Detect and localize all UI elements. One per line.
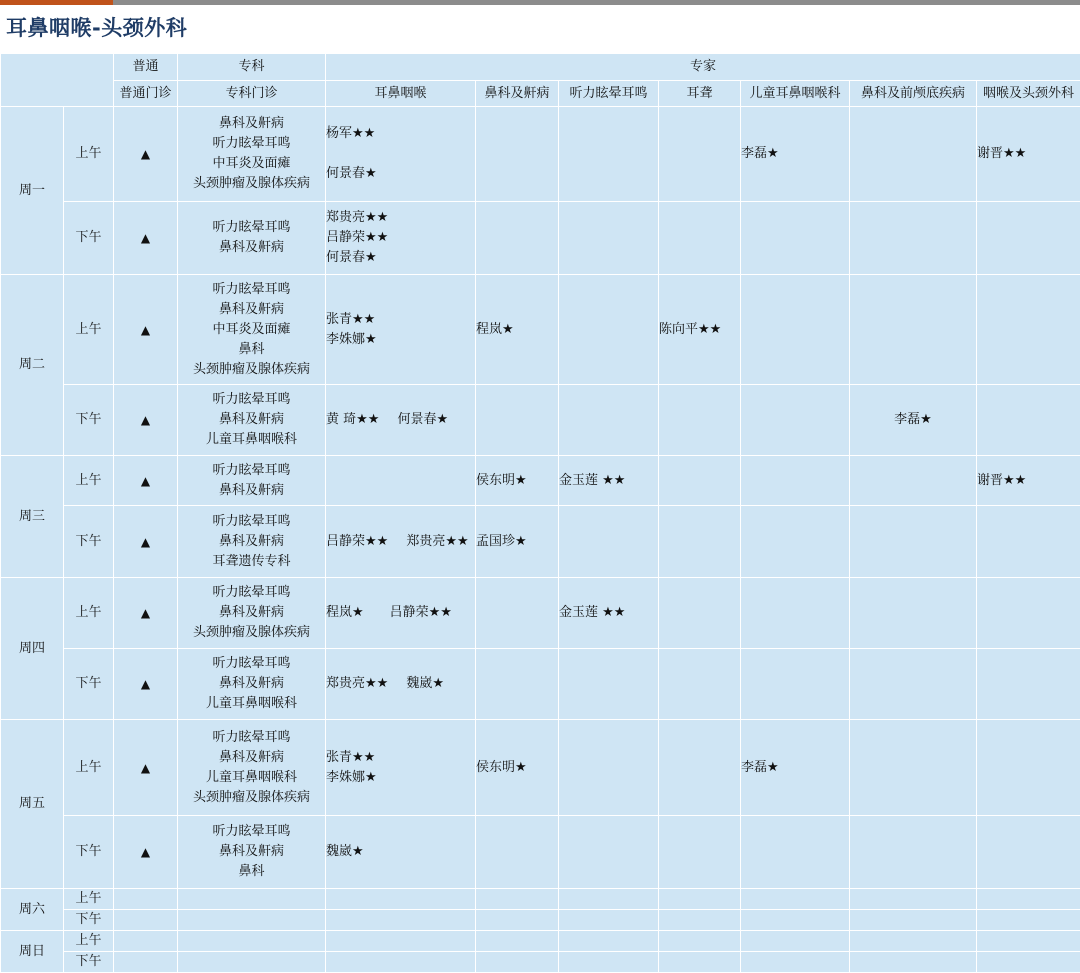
expert-skull-base-cell xyxy=(850,107,977,202)
special-item: 听力眩晕耳鸣 xyxy=(178,822,325,842)
expert-child-cell xyxy=(741,506,850,578)
expert-nose-cell xyxy=(476,578,559,649)
expert-nose-cell xyxy=(476,385,559,456)
special-item: 耳聋遗传专科 xyxy=(178,552,325,572)
expert-nose-cell xyxy=(476,816,559,889)
special-item: 鼻科及鼾病 xyxy=(178,842,325,862)
period-pm: 下午 xyxy=(64,649,114,720)
expert-skull-base-cell xyxy=(850,275,977,385)
page-title: 耳鼻咽喉-头颈外科 xyxy=(6,12,187,42)
expert-hearing-cell xyxy=(559,385,659,456)
expert-deafness-cell xyxy=(659,107,741,202)
expert-child-cell xyxy=(741,578,850,649)
expert-nose-cell xyxy=(476,649,559,720)
normal-clinic-marker: ▲ xyxy=(114,456,178,506)
special-item: 儿童耳鼻咽喉科 xyxy=(178,694,325,714)
period-am: 上午 xyxy=(64,889,114,910)
expert-nose-cell xyxy=(476,202,559,275)
normal-clinic-marker: ▲ xyxy=(114,649,178,720)
expert-nose-cell: 孟国珍★ xyxy=(476,506,559,578)
period-am: 上午 xyxy=(64,275,114,385)
expert-throat-cell: 谢晋★★ xyxy=(977,456,1080,506)
special-item: 听力眩晕耳鸣 xyxy=(178,461,325,481)
table-row xyxy=(1,385,1080,456)
expert-deafness-cell xyxy=(659,202,741,275)
special-item: 听力眩晕耳鸣 xyxy=(178,728,325,748)
special-item: 听力眩晕耳鸣 xyxy=(178,134,325,154)
table-row xyxy=(1,816,1080,889)
special-item: 儿童耳鼻咽喉科 xyxy=(178,768,325,788)
expert-throat-cell xyxy=(977,816,1080,889)
doctor-name: 吕静荣★★ xyxy=(326,228,475,248)
doctor-name: 魏崴★ xyxy=(406,674,444,694)
expert-deafness-cell xyxy=(659,456,741,506)
special-item: 鼻科及鼾病 xyxy=(178,532,325,552)
expert-deafness-cell xyxy=(659,720,741,816)
special-item: 儿童耳鼻咽喉科 xyxy=(178,430,325,450)
header-group-special: 专科 xyxy=(178,54,326,81)
doctor-name: 吕静荣★★ xyxy=(390,603,452,623)
doctor-name: 李姝娜★ xyxy=(326,768,475,788)
expert-deafness-cell xyxy=(659,506,741,578)
special-item: 鼻科 xyxy=(178,340,325,360)
doctor-name: 魏崴★ xyxy=(326,842,475,862)
expert-ent-cell xyxy=(326,385,476,456)
expert-deafness-cell xyxy=(659,578,741,649)
normal-clinic-marker: ▲ xyxy=(114,578,178,649)
expert-throat-cell xyxy=(977,385,1080,456)
top-accent-segment xyxy=(0,0,113,5)
special-item: 鼻科及鼾病 xyxy=(178,238,325,258)
expert-ent-cell xyxy=(326,506,476,578)
expert-hearing-cell xyxy=(559,649,659,720)
expert-ent-cell xyxy=(326,107,476,202)
expert-nose-cell: 侯东明★ xyxy=(476,720,559,816)
special-clinic-cell xyxy=(178,816,326,889)
expert-throat-cell xyxy=(977,578,1080,649)
day-label-sat: 周六 xyxy=(1,889,64,931)
special-item: 听力眩晕耳鸣 xyxy=(178,583,325,603)
doctor-name: 程岚★ xyxy=(326,603,364,623)
header-expert-hearing: 听力眩晕耳鸣 xyxy=(559,81,659,107)
expert-nose-cell: 侯东明★ xyxy=(476,456,559,506)
header-expert-skull-base: 鼻科及前颅底疾病 xyxy=(850,81,977,107)
expert-skull-base-cell xyxy=(850,816,977,889)
period-pm: 下午 xyxy=(64,816,114,889)
clinic-schedule-table xyxy=(0,53,1080,973)
special-item: 听力眩晕耳鸣 xyxy=(178,390,325,410)
expert-throat-cell xyxy=(977,720,1080,816)
special-clinic-cell xyxy=(178,506,326,578)
expert-hearing-cell xyxy=(559,275,659,385)
expert-ent-cell xyxy=(326,720,476,816)
special-item: 头颈肿瘤及腺体疾病 xyxy=(178,788,325,808)
expert-deafness-cell: 陈向平★★ xyxy=(659,275,741,385)
special-item: 鼻科及鼾病 xyxy=(178,748,325,768)
expert-child-cell: 李磊★ xyxy=(741,107,850,202)
expert-child-cell xyxy=(741,202,850,275)
expert-skull-base-cell xyxy=(850,202,977,275)
expert-skull-base-cell xyxy=(850,578,977,649)
expert-skull-base-cell: 李磊★ xyxy=(850,385,977,456)
special-item: 鼻科及鼾病 xyxy=(178,114,325,134)
expert-child-cell xyxy=(741,456,850,506)
normal-clinic-marker: ▲ xyxy=(114,385,178,456)
expert-hearing-cell xyxy=(559,720,659,816)
expert-ent-cell xyxy=(326,578,476,649)
table-row xyxy=(1,578,1080,649)
special-item: 鼻科及鼾病 xyxy=(178,603,325,623)
header-expert-nose: 鼻科及鼾病 xyxy=(476,81,559,107)
special-clinic-cell xyxy=(178,107,326,202)
expert-hearing-cell xyxy=(559,202,659,275)
table-row xyxy=(1,720,1080,816)
expert-skull-base-cell xyxy=(850,456,977,506)
period-am: 上午 xyxy=(64,931,114,952)
expert-deafness-cell xyxy=(659,385,741,456)
special-item: 头颈肿瘤及腺体疾病 xyxy=(178,623,325,643)
table-row xyxy=(1,202,1080,275)
table-row xyxy=(1,456,1080,506)
normal-clinic-marker: ▲ xyxy=(114,202,178,275)
header-expert-deafness: 耳聋 xyxy=(659,81,741,107)
expert-throat-cell xyxy=(977,649,1080,720)
special-item: 鼻科及鼾病 xyxy=(178,481,325,501)
expert-ent-cell xyxy=(326,202,476,275)
expert-skull-base-cell xyxy=(850,649,977,720)
special-clinic-cell xyxy=(178,385,326,456)
special-item: 头颈肿瘤及腺体疾病 xyxy=(178,174,325,194)
expert-throat-cell: 谢晋★★ xyxy=(977,107,1080,202)
period-pm: 下午 xyxy=(64,910,114,931)
expert-ent-cell xyxy=(326,456,476,506)
special-clinic-cell xyxy=(178,649,326,720)
expert-hearing-cell: 金玉莲 ★★ xyxy=(559,456,659,506)
expert-skull-base-cell xyxy=(850,506,977,578)
period-am: 上午 xyxy=(64,456,114,506)
header-row-groups xyxy=(1,54,1080,81)
period-pm: 下午 xyxy=(64,385,114,456)
normal-clinic-marker: ▲ xyxy=(114,816,178,889)
period-am: 上午 xyxy=(64,107,114,202)
expert-ent-cell xyxy=(326,816,476,889)
doctor-name: 何景春★ xyxy=(326,248,475,268)
header-expert-child: 儿童耳鼻咽喉科 xyxy=(741,81,850,107)
header-expert-throat: 咽喉及头颈外科 xyxy=(977,81,1080,107)
day-label-mon: 周一 xyxy=(1,107,64,275)
special-clinic-cell xyxy=(178,275,326,385)
expert-child-cell xyxy=(741,816,850,889)
doctor-name: 何景春★ xyxy=(326,164,475,184)
special-item: 鼻科及鼾病 xyxy=(178,300,325,320)
day-label-tue: 周二 xyxy=(1,275,64,456)
header-corner xyxy=(1,54,114,107)
doctor-name: 郑贵亮★★ xyxy=(406,532,468,552)
expert-throat-cell xyxy=(977,275,1080,385)
special-item: 鼻科 xyxy=(178,862,325,882)
table-row xyxy=(1,910,1080,931)
table-row xyxy=(1,506,1080,578)
expert-skull-base-cell xyxy=(850,720,977,816)
special-item: 头颈肿瘤及腺体疾病 xyxy=(178,360,325,380)
special-clinic-cell xyxy=(178,578,326,649)
expert-hearing-cell xyxy=(559,816,659,889)
normal-clinic-marker: ▲ xyxy=(114,107,178,202)
special-clinic-cell xyxy=(178,202,326,275)
doctor-name: 何景春★ xyxy=(397,410,448,430)
special-item: 中耳炎及面瘫 xyxy=(178,154,325,174)
special-item: 中耳炎及面瘫 xyxy=(178,320,325,340)
expert-ent-cell xyxy=(326,275,476,385)
period-pm: 下午 xyxy=(64,202,114,275)
day-label-fri: 周五 xyxy=(1,720,64,889)
header-special-clinic: 专科门诊 xyxy=(178,81,326,107)
normal-clinic-marker: ▲ xyxy=(114,506,178,578)
table-row xyxy=(1,107,1080,202)
expert-child-cell xyxy=(741,649,850,720)
special-item: 听力眩晕耳鸣 xyxy=(178,218,325,238)
expert-nose-cell: 程岚★ xyxy=(476,275,559,385)
expert-child-cell xyxy=(741,275,850,385)
table-row xyxy=(1,649,1080,720)
expert-deafness-cell xyxy=(659,816,741,889)
period-pm: 下午 xyxy=(64,506,114,578)
normal-clinic-marker: ▲ xyxy=(114,275,178,385)
doctor-name: 郑贵亮★★ xyxy=(326,674,388,694)
header-row-columns xyxy=(1,81,1080,107)
special-clinic-cell xyxy=(178,720,326,816)
period-am: 上午 xyxy=(64,720,114,816)
expert-deafness-cell xyxy=(659,649,741,720)
header-expert-ent: 耳鼻咽喉 xyxy=(326,81,476,107)
doctor-name: 黄 琦★★ xyxy=(326,410,379,430)
doctor-name: 吕静荣★★ xyxy=(326,532,388,552)
expert-nose-cell xyxy=(476,107,559,202)
special-clinic-cell xyxy=(178,456,326,506)
expert-ent-cell xyxy=(326,649,476,720)
day-label-sun: 周日 xyxy=(1,931,64,973)
day-label-wed: 周三 xyxy=(1,456,64,578)
expert-throat-cell xyxy=(977,506,1080,578)
doctor-name: 杨军★★ xyxy=(326,124,475,144)
doctor-name: 郑贵亮★★ xyxy=(326,208,475,228)
expert-child-cell: 李磊★ xyxy=(741,720,850,816)
expert-hearing-cell xyxy=(559,506,659,578)
special-item: 鼻科及鼾病 xyxy=(178,674,325,694)
doctor-name: 张青★★ xyxy=(326,748,475,768)
day-label-thu: 周四 xyxy=(1,578,64,720)
expert-hearing-cell xyxy=(559,107,659,202)
period-am: 上午 xyxy=(64,578,114,649)
table-row xyxy=(1,952,1080,973)
expert-throat-cell xyxy=(977,202,1080,275)
expert-child-cell xyxy=(741,385,850,456)
special-item: 鼻科及鼾病 xyxy=(178,410,325,430)
top-accent-bar xyxy=(0,0,1080,5)
normal-clinic-marker: ▲ xyxy=(114,720,178,816)
header-group-normal: 普通 xyxy=(114,54,178,81)
doctor-name: 张青★★ xyxy=(326,310,475,330)
header-normal-clinic: 普通门诊 xyxy=(114,81,178,107)
special-item: 听力眩晕耳鸣 xyxy=(178,654,325,674)
special-item: 听力眩晕耳鸣 xyxy=(178,512,325,532)
special-item: 听力眩晕耳鸣 xyxy=(178,280,325,300)
table-row xyxy=(1,275,1080,385)
expert-hearing-cell: 金玉莲 ★★ xyxy=(559,578,659,649)
table-row xyxy=(1,931,1080,952)
period-pm: 下午 xyxy=(64,952,114,973)
header-group-expert: 专家 xyxy=(326,54,1080,81)
table-row xyxy=(1,889,1080,910)
doctor-name: 李姝娜★ xyxy=(326,330,475,350)
